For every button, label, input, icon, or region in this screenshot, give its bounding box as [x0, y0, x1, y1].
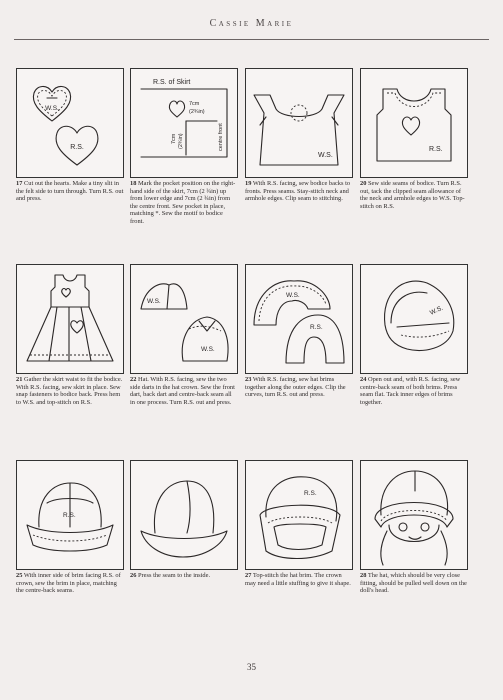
- illustration-dress: [16, 264, 124, 374]
- ws-label: W.S.: [428, 304, 445, 317]
- step-caption: 23 With R.S. facing, sew hat brims together along the outer edges. Clip the curves, turn R.S. out and press.: [245, 376, 346, 399]
- illustration-bodice-flat: [245, 68, 353, 178]
- doll-hat-drawing: [361, 461, 467, 569]
- rs-label: R.S.: [63, 512, 76, 519]
- illustration-skirt-pocket: [130, 68, 238, 178]
- bodice-flat-drawing: [246, 69, 352, 177]
- measure-horizontal: 7cm: [189, 101, 200, 107]
- brim-seam-drawing: [361, 265, 467, 373]
- topstitch-drawing: [246, 461, 352, 569]
- hat-pressed-drawing: [131, 461, 237, 569]
- centre-front-label: centre front: [218, 123, 224, 151]
- step-caption: 17 Cut out the hearts. Make a tiny slit in the felt side to turn through. Turn R.S. out and press.: [16, 180, 124, 203]
- measure-vertical: 7cm: [171, 133, 177, 144]
- step-caption: 18 Mark the pocket position on the right-hand side of the skirt, 7cm (2 ¾in) up from lower edge and 7cm (2 ¾in) from the centre front. Sew pocket in place, matching *. Sew the motif to bodice front.: [130, 180, 236, 225]
- step-caption: 24 Open out and, with R.S. facing, sew centre-back seam of both brims. Press seam flat. Tack inner edges of brims together.: [360, 376, 461, 406]
- ws-label: W.S.: [318, 152, 333, 159]
- page-number: 35: [247, 662, 256, 672]
- measure-horizontal-in: (2¾in): [189, 109, 205, 115]
- illustration-topstitch: [245, 460, 353, 570]
- rs-label: R.S.: [304, 490, 317, 497]
- step-caption: 20 Sew side seams of bodice. Turn R.S. out, tack the clipped seam allowance of the neck and armhole edges to W.S. Top-stitch on R.S.: [360, 180, 465, 210]
- illustration-hearts: [16, 68, 124, 178]
- page-header: Cassie Marie: [209, 18, 294, 29]
- rs-label: R.S.: [429, 146, 443, 153]
- hat-crown-drawing: [131, 265, 237, 373]
- step-caption: 27 Top-stitch the hat brim. The crown may need a little stuffing to give it shape.: [245, 572, 351, 587]
- illustration-hat-pressed: [130, 460, 238, 570]
- illustration-hat-brims: [245, 264, 353, 374]
- hat-brims-drawing: [246, 265, 352, 373]
- bodice-finished-drawing: [361, 69, 467, 177]
- rs-label: R.S.: [70, 144, 84, 151]
- illustration-doll-hat: [360, 460, 468, 570]
- header-rule: [14, 39, 489, 40]
- measure-vertical-in: (2¾in): [178, 133, 184, 149]
- step-caption: 26 Press the seam to the inside.: [130, 572, 211, 579]
- illustration-brim-attached: [16, 460, 124, 570]
- ws-label: W.S.: [45, 105, 59, 112]
- dress-drawing: [17, 265, 123, 373]
- ws-label: W.S.: [201, 346, 215, 353]
- illustration-bodice-finished: [360, 68, 468, 178]
- ws-label: W.S.: [147, 298, 161, 305]
- illustration-brim-seam: [360, 264, 468, 374]
- step-caption: 21 Gather the skirt waist to fit the bodice. With R.S. facing, sew skirt in place. Sew snap fasteners to bodice back. Press hem to W.S. and top-stitch on R.S.: [16, 376, 123, 406]
- rs-label: R.S.: [310, 324, 323, 331]
- rs-of-skirt-label: R.S. of Skirt: [153, 79, 191, 86]
- ws-label: W.S.: [286, 292, 300, 299]
- skirt-drawing: [131, 69, 237, 177]
- hearts-drawing: [17, 69, 123, 177]
- step-caption: 28 The hat, which should be very close fitting, should be pulled well down on the doll's head.: [360, 572, 467, 595]
- illustration-hat-crown: [130, 264, 238, 374]
- step-caption: 19 With R.S. facing, sew bodice backs to fronts. Press seams. Stay-stitch neck and armhole edges. Clip seam to stitching.: [245, 180, 351, 203]
- brim-attached-drawing: [17, 461, 123, 569]
- step-caption: 25 With inner side of brim facing R.S. of crown, sew the brim in place, matching the centre-back seams.: [16, 572, 121, 595]
- step-caption: 22 Hat. With R.S. facing, sew the two side darts in the hat crown. Sew the front dart, back dart and centre-back seam all in one process. Turn R.S. out and press.: [130, 376, 235, 406]
